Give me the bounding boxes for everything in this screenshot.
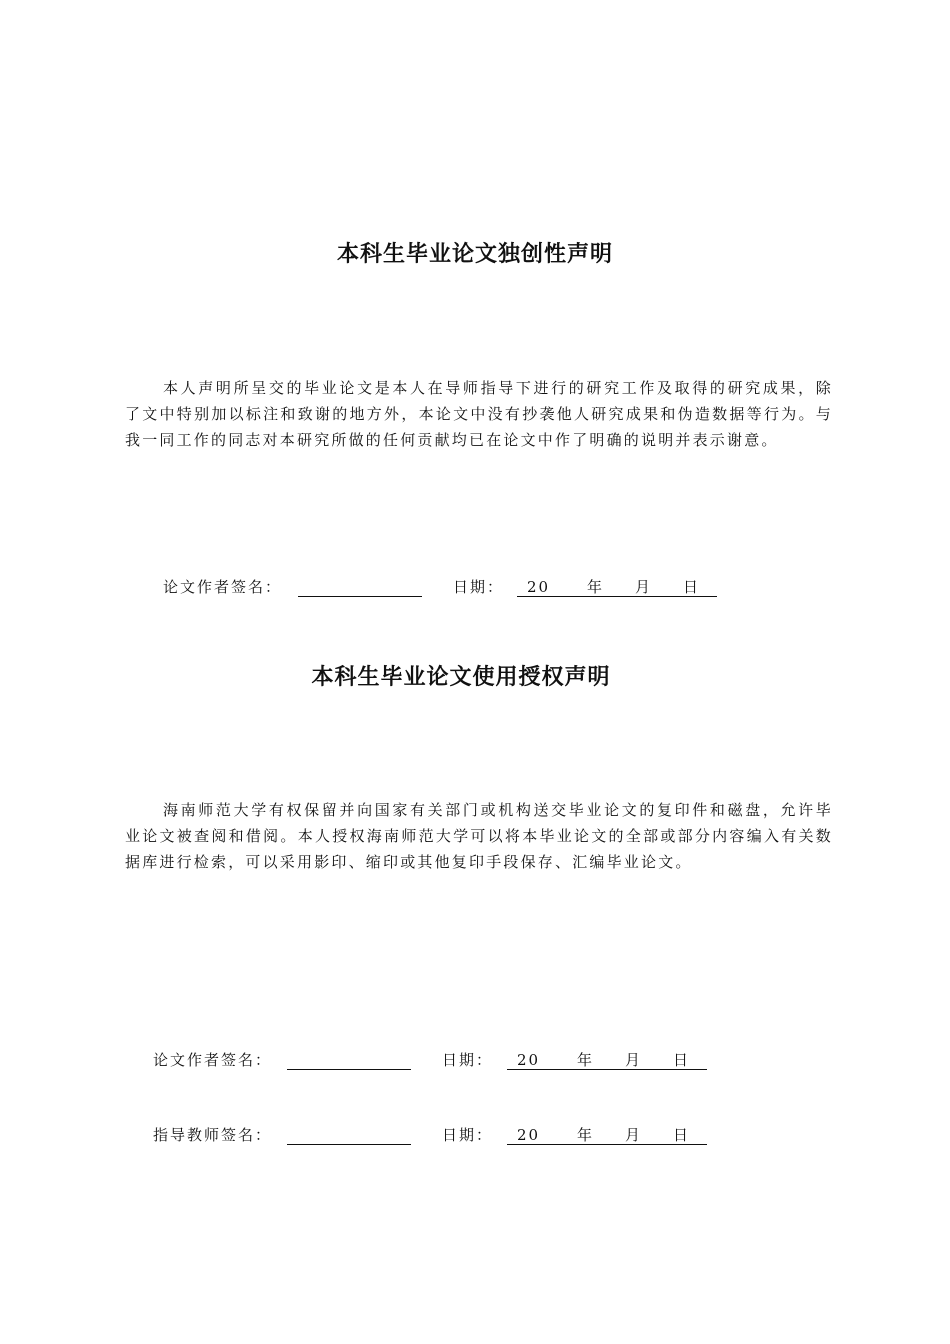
date-year-prefix: 20 (527, 578, 551, 596)
date-month-unit: 月 (635, 578, 653, 596)
originality-statement: 本人声明所呈交的毕业论文是本人在导师指导下进行的研究工作及取得的研究成果，除了文中特别加以标注和致谢的地方外，本论文中没有抄袭他人研究成果和伪造数据等行为。与我一同工作的同志对本研究所做的任何贡献均已在论文中作了明确的说明并表示谢意。 (125, 379, 833, 449)
date-day-unit: 日 (673, 1126, 691, 1144)
date-year-unit: 年 (587, 578, 605, 596)
author-signature-field[interactable] (287, 1048, 411, 1070)
date-label: 日期： (453, 578, 505, 596)
date-field[interactable] (507, 1123, 707, 1145)
originality-signature-row (163, 575, 723, 599)
date-day-unit: 日 (683, 578, 701, 596)
advisor-signature-field[interactable] (287, 1123, 411, 1145)
date-year-unit: 年 (577, 1051, 595, 1069)
date-year-prefix: 20 (517, 1126, 541, 1144)
authorization-author-signature-row (153, 1048, 713, 1072)
date-month-unit: 月 (625, 1126, 643, 1144)
date-year-unit: 年 (577, 1126, 595, 1144)
date-year-prefix: 20 (517, 1051, 541, 1069)
date-label: 日期： (442, 1051, 494, 1069)
authorization-title: 本科生毕业论文使用授权声明 (311, 665, 611, 690)
date-label: 日期： (442, 1126, 494, 1144)
author-signature-label: 论文作者签名： (163, 578, 283, 596)
authorization-advisor-signature-row (153, 1123, 713, 1147)
author-signature-label: 论文作者签名： (153, 1051, 273, 1069)
authorization-statement: 海南师范大学有权保留并向国家有关部门或机构送交毕业论文的复印件和磁盘，允许毕业论文被查阅和借阅。本人授权海南师范大学可以将本毕业论文的全部或部分内容编入有关数据库进行检索，可以采用影印、缩印或其他复印手段保存、汇编毕业论文。 (125, 801, 833, 871)
date-field[interactable] (517, 575, 717, 597)
advisor-signature-label: 指导教师签名： (153, 1126, 273, 1144)
author-signature-field[interactable] (298, 575, 422, 597)
date-day-unit: 日 (673, 1051, 691, 1069)
date-field[interactable] (507, 1048, 707, 1070)
originality-title: 本科生毕业论文独创性声明 (336, 242, 613, 267)
date-month-unit: 月 (625, 1051, 643, 1069)
